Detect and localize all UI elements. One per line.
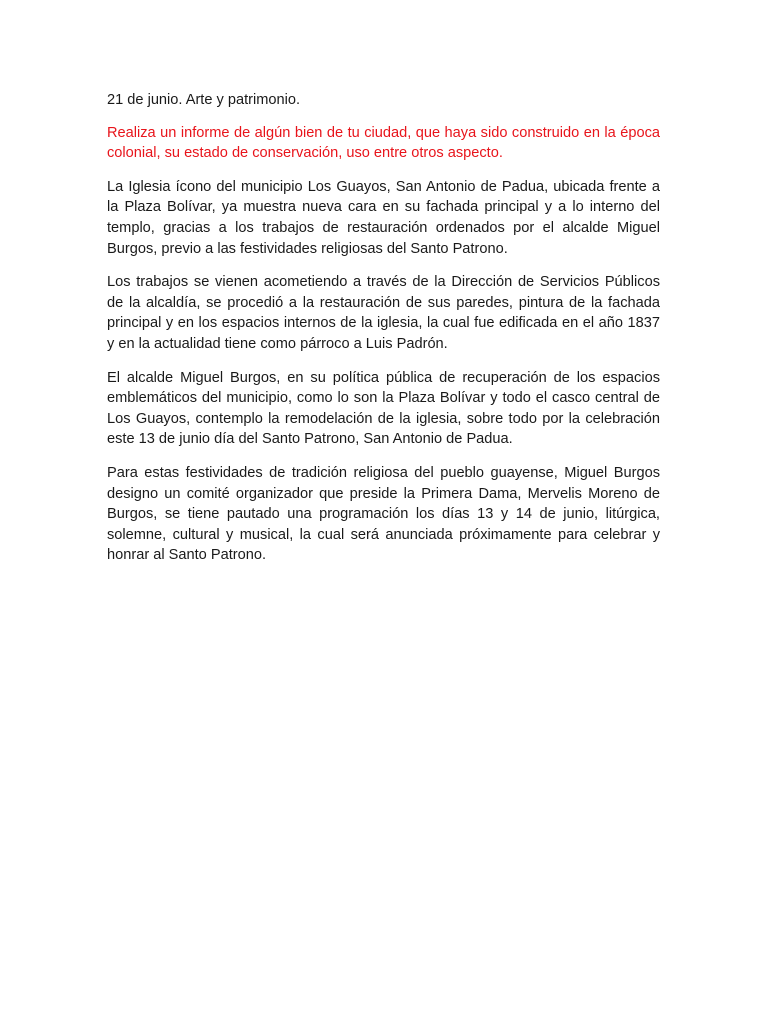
paragraph-2: Los trabajos se vienen acometiendo a través de la Dirección de Servicios Públicos de la alcaldía, se procedió a la restauración de sus paredes, pintura de la fachada principal y en los espacios internos de la iglesia, la cual fue edificada en el año 1837 y en la actualidad tiene como párroco a Luis Padrón. <box>107 274 660 352</box>
paragraph-1: La Iglesia ícono del municipio Los Guayos, San Antonio de Padua, ubicada frente a la Plaza Bolívar, ya muestra nueva cara en su fachada principal y a lo interno del templo, gracias a los trabajos de restauración ordenados por el alcalde Miguel Burgos, previo a las festividades religiosas del Santo Patrono. <box>107 178 660 257</box>
paragraph-3: El alcalde Miguel Burgos, en su política pública de recuperación de los espacios emblemáticos del municipio, como lo son la Plaza Bolívar y todo el casco central de Los Guayos, contemplo la remodelación de la iglesia, sobre todo por la celebración este 13 de junio día del Santo Patrono, San Antonio de Padua. <box>107 369 660 448</box>
assignment-instruction: Realiza un informe de algún bien de tu ciudad, que haya sido construido en la época colonial, su estado de conservación, uso entre otros aspecto. <box>107 124 660 162</box>
document-heading: 21 de junio. Arte y patrimonio. <box>107 92 301 108</box>
paragraph-4: Para estas festividades de tradición religiosa del pueblo guayense, Miguel Burgos designo un comité organizador que preside la Primera Dama, Mervelis Moreno de Burgos, se tiene pautado una programación los días 13 y 14 de junio, litúrgica, solemne, cultural y musical, la cual será anunciada próximamente para celebrar y honrar al Santo Patrono. <box>107 464 660 564</box>
document-body <box>107 90 660 579</box>
